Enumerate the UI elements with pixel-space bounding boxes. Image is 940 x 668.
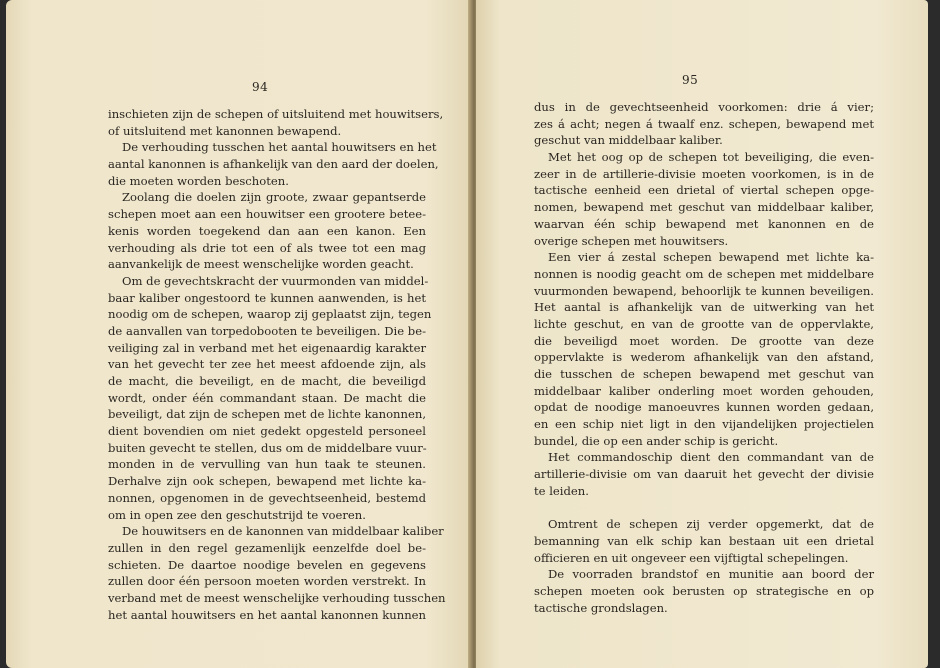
text-line: schieten. De daartoe noodige bevelen en gegevens <box>108 557 426 572</box>
text-line: geschut van middelbaar kaliber. <box>534 133 723 148</box>
text-line: Het commandoschip dient den commandant van de <box>548 450 874 465</box>
text-line: de aanvallen van torpedobooten te beveiligen. Die be- <box>108 323 426 338</box>
text-line: nonnen is noodig geacht om de schepen met middelbare <box>534 266 874 281</box>
text-line: De houwitsers en de kanonnen van middelbaar kaliber <box>122 524 444 539</box>
left-page <box>6 0 472 668</box>
text-line: artillerie-divisie om van daaruit het gevecht der divisie <box>534 467 874 482</box>
text-line: om in open zee den geschutstrijd te voeren. <box>108 507 366 522</box>
text-line: die beveiligd moet worden. De grootte van deze <box>534 333 874 348</box>
text-line: de macht, die beveiligt, en de macht, die beveiligd <box>108 374 426 388</box>
left-page-number: 94 <box>252 80 269 94</box>
text-line: zullen door één persoon moeten worden verstrekt. In <box>108 574 426 589</box>
text-line: die moeten worden beschoten. <box>108 173 289 188</box>
paragraph-gap <box>534 500 874 517</box>
text-line: verhouding als drie tot een of als twee tot een mag <box>108 240 426 255</box>
text-line: schepen moet aan een houwitser een grootere betee- <box>108 207 426 222</box>
text-line: oppervlakte is wederom afhankelijk van den afstand, <box>534 350 874 365</box>
text-line: tactische eenheid een drietal of viertal schepen opge- <box>534 183 874 198</box>
text-line: Derhalve zijn ook schepen, bewapend met lichte ka- <box>108 474 426 489</box>
text-line: nonnen, opgenomen in de gevechtseenheid, bestemd <box>108 490 426 505</box>
text-line: Een vier á zestal schepen bewapend met lichte ka- <box>548 250 874 265</box>
text-line: baar kaliber ongestoord te kunnen aanwenden, is het <box>108 290 426 305</box>
text-line: Om de gevechtskracht der vuurmonden van middel- <box>122 273 429 288</box>
text-line: dient bovendien om niet gedekt opgesteld personeel <box>108 424 426 439</box>
text-line: officieren en uit ongeveer een vijftigtal schepelingen. <box>534 550 849 565</box>
right-page-number: 95 <box>682 73 699 87</box>
text-line: buiten gevecht te stellen, dus om de middelbare vuur- <box>108 440 427 455</box>
text-line: De voorraden brandstof en munitie aan boord der <box>548 567 874 582</box>
text-line: lichte geschut, en van de grootte van de oppervlakte, <box>534 316 874 331</box>
text-line: dus in de gevechtseenheid voorkomen: drie á vier; <box>534 100 874 114</box>
text-line: overige schepen met houwitsers. <box>534 233 729 248</box>
text-line: zullen in den regel gezamenlijk eenzelfde doel be- <box>108 540 426 555</box>
text-line: vuurmonden bewapend, behoorlijk te kunnen beveiligen. <box>534 283 874 298</box>
text-line: monden in de vervulling van hun taak te steunen. <box>108 457 426 472</box>
text-line: Het aantal is afhankelijk van de uitwerking van het <box>534 300 874 315</box>
right-page-text <box>534 99 874 616</box>
text-line: opdat de noodige manoeuvres kunnen worden gedaan, <box>534 400 874 415</box>
text-line: zeer in de artillerie-divisie moeten voorkomen, is in de <box>534 166 874 181</box>
text-line: Met het oog op de schepen tot beveiliging, die even- <box>548 150 874 165</box>
right-page <box>476 0 928 668</box>
text-line: schepen moeten ook berusten op strategische en op <box>534 583 874 598</box>
text-line: wordt, onder één commandant staan. De macht die <box>108 390 426 405</box>
text-line: die tusschen de schepen bewapend met geschut van <box>534 367 874 381</box>
text-line: en een schip niet ligt in den vijandelijken projectielen <box>534 417 874 432</box>
text-line: bemanning van elk schip kan bestaan uit een drietal <box>534 533 874 548</box>
text-line: bundel, die op een ander schip is gericht. <box>534 433 779 448</box>
text-line: of uitsluitend met kanonnen bewapend. <box>108 123 342 138</box>
text-line: aantal kanonnen is afhankelijk van den aard der doelen, <box>108 157 439 172</box>
text-line: Omtrent de schepen zij verder opgemerkt, dat de <box>548 517 874 532</box>
text-line: waarvan één schip bewapend met kanonnen en de <box>534 216 874 231</box>
text-line: noodig om de schepen, waarop zij geplaatst zijn, tegen <box>108 307 432 322</box>
text-line: tactische grondslagen. <box>534 600 668 615</box>
text-line: het aantal houwitsers en het aantal kanonnen kunnen <box>108 607 426 622</box>
text-line: verband met de meest wenschelijke verhouding tusschen <box>108 590 446 605</box>
text-line: beveiligt, dat zijn de schepen met de lichte kanonnen, <box>108 407 426 422</box>
text-line: nomen, bewapend met geschut van middelbaar kaliber, <box>534 200 874 215</box>
text-line: veiliging zal in verband met het eigenaardig karakter <box>108 340 426 355</box>
text-line: inschieten zijn de schepen of uitsluitend met houwitsers, <box>108 107 444 121</box>
text-line: middelbaar kaliber onderling moet worden gehouden, <box>534 383 874 398</box>
text-line: Zoolang die doelen zijn groote, zwaar gepantserde <box>122 190 426 205</box>
text-line: kenis worden toegekend dan aan een kanon. Een <box>108 223 426 238</box>
text-line: aanvankelijk de meest wenschelijke worden geacht. <box>108 257 414 272</box>
text-line: De verhouding tusschen het aantal houwitsers en het <box>122 140 437 155</box>
text-line: zes á acht; negen á twaalf enz. schepen, bewapend met <box>534 116 874 131</box>
left-page-text <box>108 106 446 623</box>
text-line: te leiden. <box>534 483 589 498</box>
text-line: van het gevecht ter zee het meest afdoende zijn, als <box>108 357 426 372</box>
